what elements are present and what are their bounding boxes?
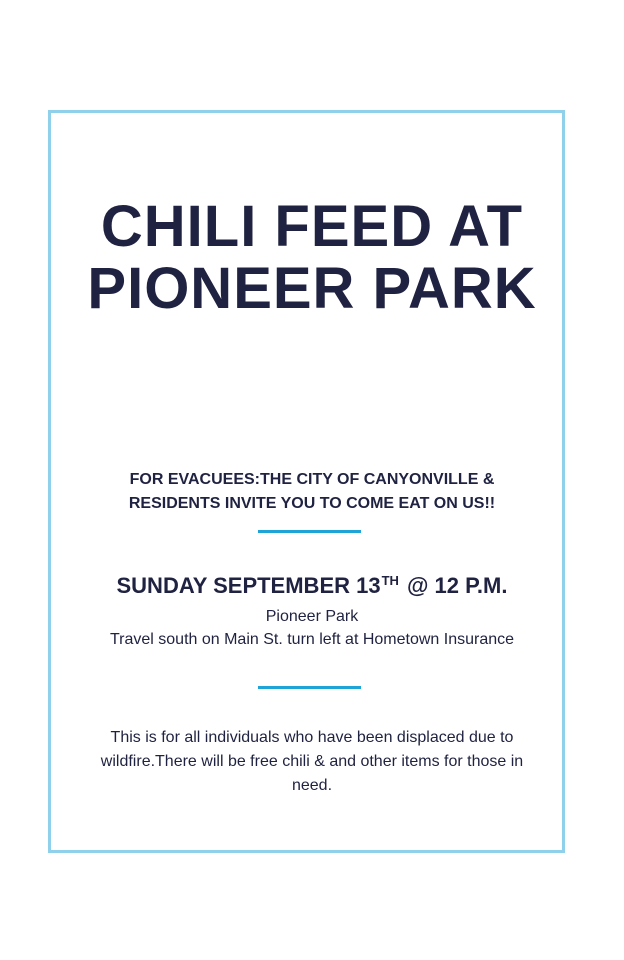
divider-top [258,530,361,533]
divider-bottom [258,686,361,689]
description-line-1: This is for all individuals who have been displaced due to [110,729,514,746]
description-line-2: wildfire.There will be free chili & and other items for those in [100,753,524,770]
invitation-line-2: RESIDENTS INVITE YOU TO COME EAT ON US!! [128,495,496,512]
title-line-1: CHILI FEED AT [100,194,524,259]
event-description [50,726,574,798]
event-date-suffix: TH [381,573,399,588]
event-date-time [0,566,624,601]
event-time: @ 12 P.M. [406,573,508,598]
event-location [0,605,624,651]
location-directions: Travel south on Main St. turn left at Hometown Insurance [109,631,515,648]
event-date: SUNDAY SEPTEMBER 13 [116,573,381,598]
invitation-line-1: FOR EVACUEES:THE CITY OF CANYONVILLE & [129,471,495,488]
title-line-2: PIONEER PARK [87,256,537,321]
invitation-text [0,468,624,516]
location-name: Pioneer Park [265,608,359,625]
description-line-3: need. [291,777,333,794]
flyer-title [0,196,624,320]
